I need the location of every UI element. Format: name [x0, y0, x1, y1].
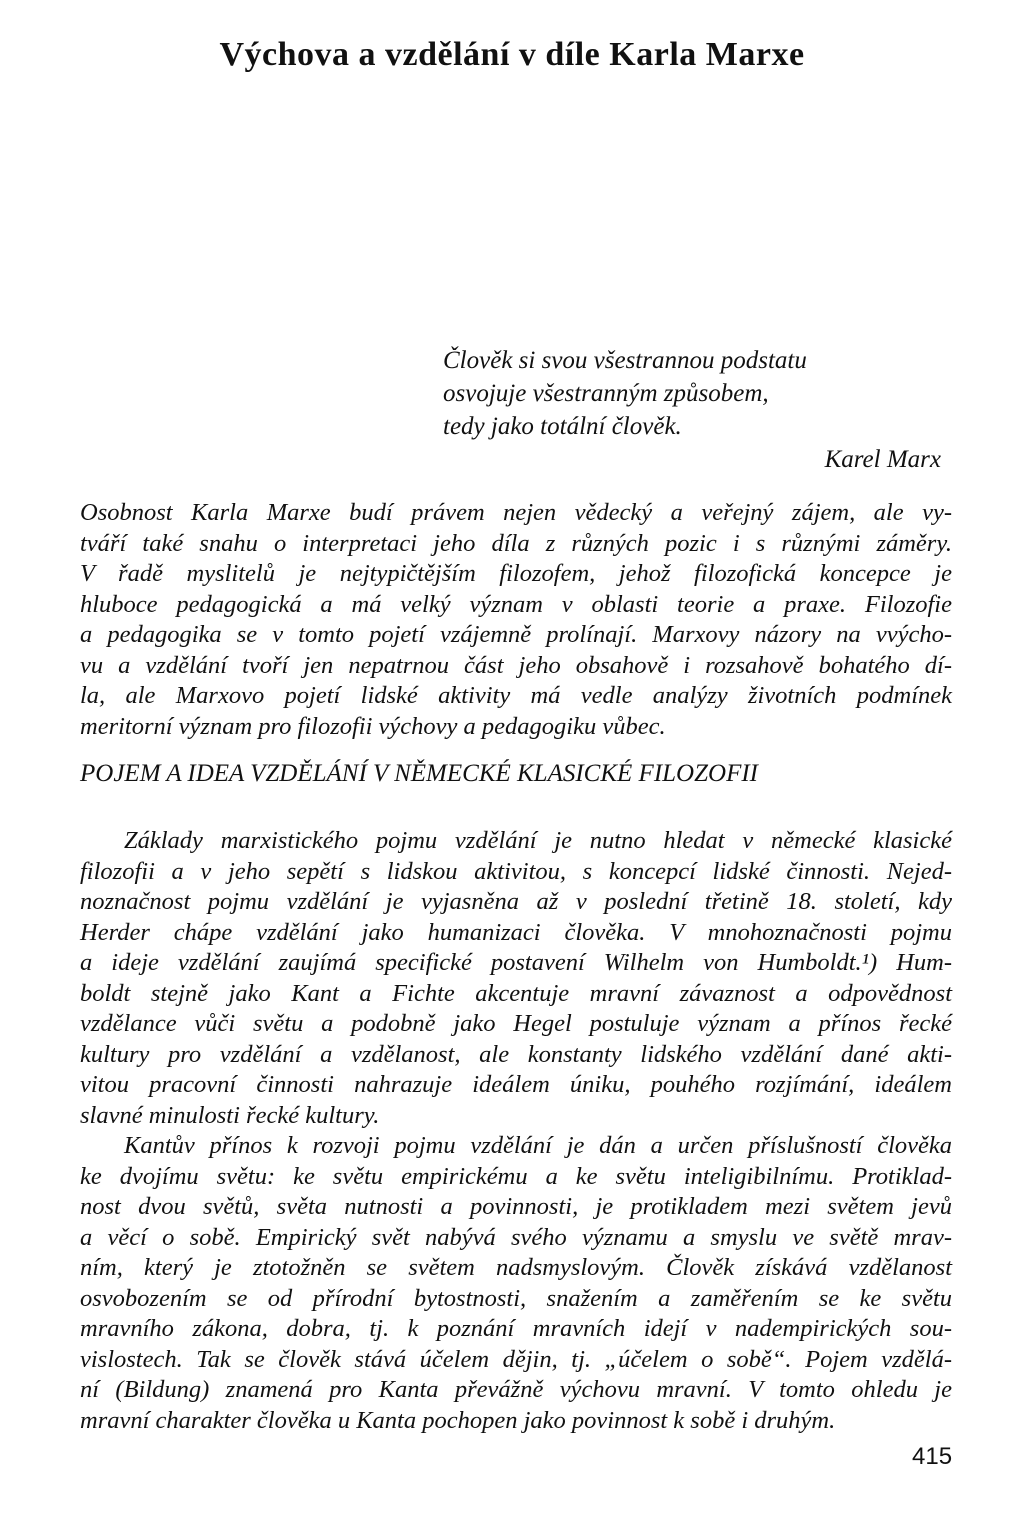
paragraph-1 [80, 826, 952, 1131]
text-line: Osobnost Karla Marxe budí právem nejen vědecký a veřejný zájem, ale vy- [80, 499, 952, 526]
epigraph-line: osvojuje všestranným způsobem, [443, 380, 769, 407]
text-line: a pedagogika se v tomto pojetí vzájemně prolínají. Marxovy názory na vvýcho- [80, 621, 952, 648]
text-line: osvobozením se od přírodní bytostnosti, snažením a zaměřením se ke světu [80, 1284, 952, 1312]
text-line: Herder chápe vzdělání jako humanizaci člověka. V mnohoznačnosti pojmu [80, 918, 952, 946]
page-number: 415 [912, 1443, 953, 1470]
text-line: vzdělance vůči světu a podobně jako Hegel postuluje význam a přínos řecké [80, 1010, 952, 1037]
text-line: filozofii a v jeho sepětí s lidskou aktivitou, s koncepcí lidské činnosti. Nejed- [80, 857, 952, 885]
text-line: vu a vzdělání tvoří jen nepatrnou část jeho obsahově i rozsahově bohatého dí- [80, 651, 952, 679]
section-heading: POJEM A IDEA VZDĚLÁNÍ V NĚMECKÉ KLASICKÉ FILOZOFII [80, 760, 758, 787]
text-line: kultury pro vzdělání a vzdělanost, ale konstanty lidského vzdělání dané akti- [80, 1040, 952, 1068]
text-line: noznačnost pojmu vzdělání je vyjasněna až v poslední třetině 18. století, kdy [80, 888, 952, 915]
text-line: mravního zákona, dobra, tj. k poznání mravních idejí v nadempirických sou- [80, 1315, 952, 1342]
text-line: Základy marxistického pojmu vzdělání je nutno hledat v německé klasické [124, 827, 952, 854]
epigraph [443, 344, 953, 476]
text-line: tváří také snahu o interpretaci jeho díla z různých pozic i s různými záměry. [80, 529, 952, 557]
text-line: boldt stejně jako Kant a Fichte akcentuje mravní závaznost a odpovědnost [80, 979, 952, 1007]
text-line: ním, který je ztotožněn se světem nadsmyslovým. Člověk získává vzdělanost [80, 1254, 952, 1281]
text-line: a věcí o sobě. Empirický svět nabývá svého významu a smyslu ve světě mrav- [80, 1223, 952, 1251]
text-line: vitou pracovní činnosti nahrazuje ideálem úniku, pouhého rozjímání, ideálem [80, 1071, 952, 1098]
page-title: Výchova a vzdělání v díle Karla Marxe [219, 36, 805, 73]
epigraph-line: Člověk si svou všestrannou podstatu [443, 347, 807, 374]
text-line: meritorní význam pro filozofii výchovy a pedagogiku vůbec. [80, 712, 666, 740]
text-line: a ideje vzdělání zaujímá specifické postavení Wilhelm von Humboldt.¹) Hum- [80, 949, 952, 976]
text-line: V řadě myslitelů je nejtypičtějším filozofem, jehož filozofická koncepce je [80, 560, 952, 587]
paragraph-2 [80, 1131, 952, 1436]
text-line: mravní charakter člověka u Kanta pochopen jako povinnost k sobě i druhým. [80, 1406, 836, 1434]
text-line: la, ale Marxovo pojetí lidské aktivity má vedle analýzy životních podmínek [80, 682, 952, 709]
text-line: hluboce pedagogická a má velký význam v oblasti teorie a praxe. Filozofie [80, 590, 952, 618]
text-line: nost dvou světů, světa nutnosti a povinnosti, je protikladem mezi světem jevů [80, 1193, 952, 1220]
epigraph-author: Karel Marx [824, 446, 941, 473]
text-line: slavné minulosti řecké kultury. [80, 1101, 380, 1129]
intro-paragraph [80, 498, 952, 742]
epigraph-line: tedy jako totální člověk. [443, 413, 682, 440]
text-line: vislostech. Tak se člověk stává účelem dějin, tj. „účelem o sobě“. Pojem vzdělá- [80, 1345, 952, 1373]
text-line: ní (Bildung) znamená pro Kanta převážně výchovu mravní. V tomto ohledu je [80, 1376, 952, 1403]
text-line: Kantův přínos k rozvoji pojmu vzdělání je dán a určen příslušností člověka [124, 1132, 952, 1159]
text-line: ke dvojímu světu: ke světu empirickému a ke světu inteligibilnímu. Protiklad- [80, 1162, 952, 1190]
